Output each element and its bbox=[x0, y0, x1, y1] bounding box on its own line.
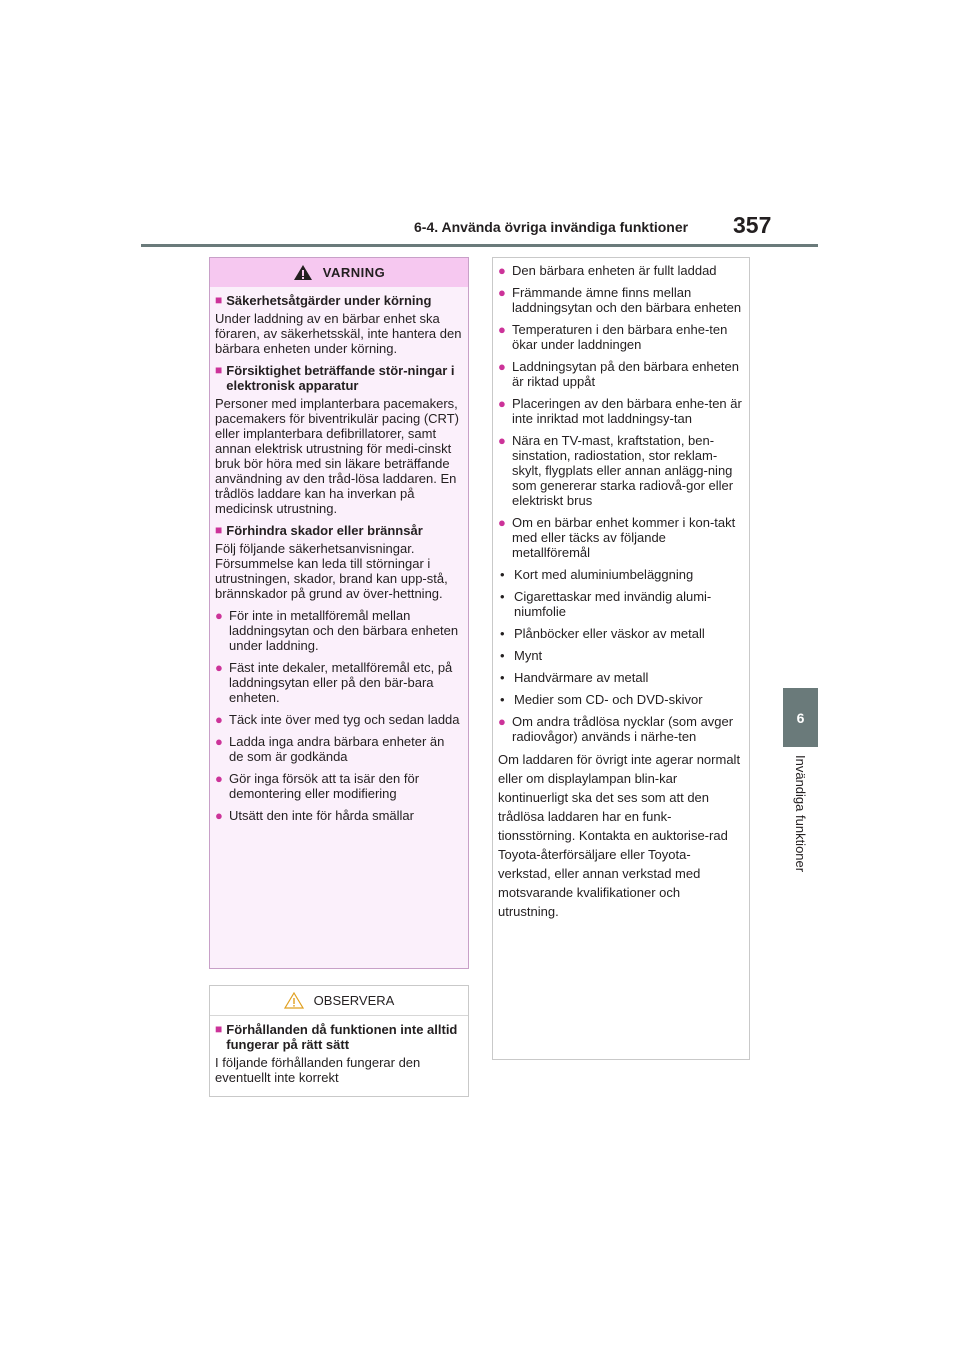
warning-heading: ■ Säkerhetsåtgärder under körning bbox=[215, 293, 432, 308]
list-item: ● Utsätt den inte för hårda smällar bbox=[215, 808, 414, 823]
notice-header bbox=[210, 986, 468, 1016]
list-item: ● Temperaturen i den bärbara enhe-ten ökar under laddningen bbox=[498, 322, 728, 352]
list-item: ● Om andra trådlösa nycklar (som avger radiovågor) används i närhe-ten bbox=[498, 714, 734, 744]
notice-continuation-box bbox=[492, 257, 750, 1060]
list-item: ● Ladda inga andra bärbara enheter än de som är godkända bbox=[215, 734, 445, 764]
circle-bullet-icon: ● bbox=[215, 771, 223, 786]
chapter-number: 6 bbox=[796, 709, 805, 726]
circle-bullet-icon: ● bbox=[498, 359, 506, 374]
list-item: ● Främmande ämne finns mellan laddningsytan och den bärbara enheten bbox=[498, 285, 742, 315]
list-item: ● Gör inga försök att ta isär den för demontering eller modifiering bbox=[215, 771, 420, 801]
dash-item: • Kort med aluminiumbeläggning bbox=[500, 567, 694, 582]
square-bullet-icon: ■ bbox=[215, 293, 223, 307]
warning-box bbox=[209, 257, 469, 969]
square-bullet-icon: ■ bbox=[215, 363, 223, 377]
caution-triangle-icon bbox=[284, 992, 304, 1009]
circle-bullet-icon: ● bbox=[498, 433, 506, 448]
closing-paragraph: Om laddaren för övrigt inte agerar normalt eller om displaylampan blin-kar kontinuerligt ska det ses som att den trådlösa laddaren har en funk-tionsstörning. Kontakta en auktorise-rad Toyota-återförsäljare eller Toyota-verkstad, eller annan verkstad med motsvarande kvalifikationer och utrustning. bbox=[498, 752, 741, 919]
page-number: 357 bbox=[733, 212, 772, 238]
header-divider bbox=[141, 244, 818, 247]
warning-text: Personer med implanterbara pacemakers, pacemakers för biventrikulär pacing (CRT) eller implanterbara defibrillatorer, samt annan elektrisk utrustning för medi-cinskt bruk bör höra med sin läkare beträffande användning av den tråd-lösa laddaren. En trådlös laddare kan ha inverkan på medicinsk utrustning. bbox=[215, 396, 459, 516]
circle-bullet-icon: ● bbox=[498, 285, 506, 300]
dash-item: • Handvärmare av metall bbox=[500, 670, 649, 685]
list-item: ● Nära en TV-mast, kraftstation, ben-sinstation, radiostation, stor reklam-skylt, flygplats eller annan anlägg-ning som genererar starka radiovå-gor eller elektriskt brus bbox=[498, 433, 734, 508]
section-title: 6-4. Använda övriga invändiga funktioner bbox=[414, 219, 689, 235]
chapter-label bbox=[783, 755, 818, 905]
list-item: ● Den bärbara enheten är fullt laddad bbox=[498, 263, 717, 278]
notice-heading: ■ Förhållanden då funktionen inte alltid fungerar på rätt sätt bbox=[215, 1022, 458, 1052]
list-item: ● Om en bärbar enhet kommer i kon-takt med eller täcks av följande metallföremål bbox=[498, 515, 736, 560]
list-item: ● Laddningsytan på den bärbara enheten är riktad uppåt bbox=[498, 359, 739, 389]
circle-bullet-icon: ● bbox=[215, 734, 223, 749]
warning-title: VARNING bbox=[322, 265, 386, 280]
dash-item: • Mynt bbox=[500, 648, 543, 663]
circle-bullet-icon: ● bbox=[498, 322, 506, 337]
dash-item: • Plånböcker eller väskor av metall bbox=[500, 626, 705, 641]
notice-content bbox=[210, 1016, 468, 1085]
dash-item: • Medier som CD- och DVD-skivor bbox=[500, 692, 703, 707]
circle-bullet-icon: ● bbox=[498, 714, 506, 729]
notice-box bbox=[209, 985, 469, 1097]
circle-bullet-icon: ● bbox=[215, 660, 223, 675]
square-bullet-icon: ■ bbox=[215, 523, 223, 537]
warning-heading: ■ Förhindra skador eller brännsår bbox=[215, 523, 423, 538]
circle-bullet-icon: ● bbox=[215, 608, 223, 623]
chapter-tab bbox=[783, 688, 818, 747]
list-item: ● Fäst inte dekaler, metallföremål etc, på laddningsytan eller på den bär-bara enheten. bbox=[215, 660, 453, 705]
circle-bullet-icon: ● bbox=[498, 515, 506, 530]
circle-bullet-icon: ● bbox=[498, 396, 506, 411]
warning-header bbox=[210, 258, 468, 287]
right-content bbox=[493, 258, 749, 921]
warning-triangle-icon bbox=[293, 264, 313, 281]
notice-title: OBSERVERA bbox=[313, 993, 395, 1008]
notice-text: I följande förhållanden fungerar den eventuellt inte korrekt bbox=[215, 1055, 421, 1085]
circle-bullet-icon: ● bbox=[498, 263, 506, 278]
warning-text: Följ följande säkerhetsanvisningar. Försummelse kan leda till störningar i utrustningen, skador, brand kan upp-stå, brännskador på grund av över-hettning. bbox=[215, 541, 448, 601]
warning-text: Under laddning av en bärbar enhet ska föraren, av säkerhetsskäl, inte hantera den bärbara enheten under körning. bbox=[215, 311, 462, 356]
warning-content bbox=[210, 287, 468, 823]
list-item: ● Täck inte över med tyg och sedan ladda bbox=[215, 712, 460, 727]
square-bullet-icon: ■ bbox=[215, 1022, 223, 1036]
list-item: ● Placeringen av den bärbara enhe-ten är inte inriktad mot laddningsy-tan bbox=[498, 396, 742, 426]
list-item: ● För inte in metallföremål mellan laddningsytan och den bärbara enheten under laddning. bbox=[215, 608, 459, 653]
dash-item: • Cigarettaskar med invändig alumi-niumfolie bbox=[500, 589, 712, 619]
warning-heading: ■ Försiktighet beträffande stör-ningar i elektronisk apparatur bbox=[215, 363, 455, 393]
circle-bullet-icon: ● bbox=[215, 808, 223, 823]
chapter-label-text: Invändiga funktioner bbox=[793, 755, 808, 873]
circle-bullet-icon: ● bbox=[215, 712, 223, 727]
